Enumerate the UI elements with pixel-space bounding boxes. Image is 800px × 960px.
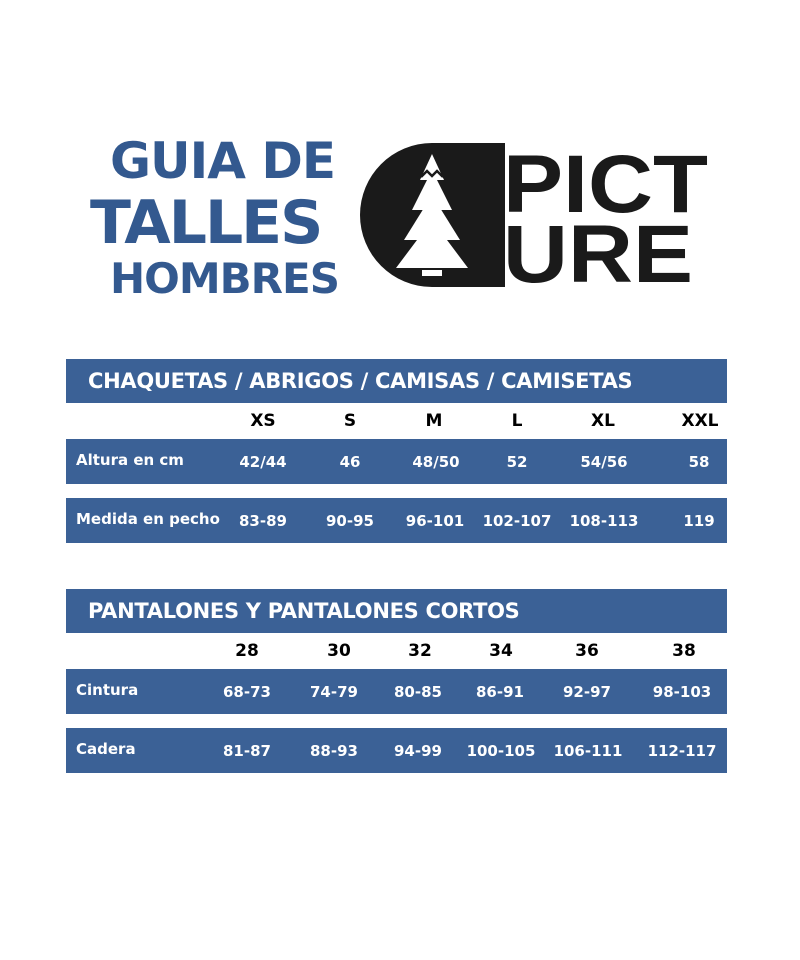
logo-mark: [360, 143, 505, 287]
table-cell: 74-79: [310, 683, 358, 701]
size-table-tops: [66, 359, 727, 549]
size-label: 34: [489, 641, 513, 661]
table-cell: 42/44: [239, 453, 287, 471]
page-title-line-3: HOMBRES: [110, 254, 339, 303]
table-cell: 83-89: [239, 512, 287, 530]
size-label: XS: [250, 411, 276, 431]
table-cell: 58: [688, 453, 710, 471]
row-label: Medida en pecho: [76, 510, 220, 528]
size-header-row: [66, 403, 727, 439]
table-cell: 81-87: [223, 742, 271, 760]
size-label: S: [343, 411, 357, 431]
table-cell: 96-101: [405, 512, 465, 530]
page-title-line-1: GUIA DE: [110, 132, 336, 190]
size-label: 32: [408, 641, 432, 661]
table-title: CHAQUETAS / ABRIGOS / CAMISAS / CAMISETAS: [66, 359, 727, 403]
size-label: 30: [327, 641, 351, 661]
table-cell: 100-105: [466, 742, 536, 760]
size-label: L: [511, 411, 523, 431]
size-label: 36: [575, 641, 599, 661]
table-cell: 48/50: [412, 453, 460, 471]
table-cell: 90-95: [326, 512, 374, 530]
table-row: [66, 498, 727, 543]
table-cell: 112-117: [647, 742, 717, 760]
table-cell: 108-113: [569, 512, 639, 530]
size-label: XL: [591, 411, 615, 431]
picture-logo: [360, 140, 710, 290]
table-cell: 68-73: [223, 683, 271, 701]
table-row: [66, 439, 727, 484]
size-label: 28: [235, 641, 259, 661]
table-cell: 94-99: [394, 742, 442, 760]
row-label: Cintura: [76, 681, 139, 699]
table-cell: 46: [339, 453, 361, 471]
table-cell: 86-91: [476, 683, 524, 701]
size-table-pants: [66, 589, 727, 779]
logo-text-line-2: URE: [503, 209, 693, 290]
table-cell: 54/56: [580, 453, 628, 471]
page-title-line-2: TALLES: [90, 188, 322, 258]
table-cell: 92-97: [563, 683, 611, 701]
table-cell: 102-107: [482, 512, 552, 530]
row-label: Altura en cm: [76, 451, 184, 469]
table-row: [66, 728, 727, 773]
table-row: [66, 669, 727, 714]
table-cell: 106-111: [553, 742, 623, 760]
size-label: XXL: [681, 411, 719, 431]
table-cell: 52: [506, 453, 528, 471]
size-label: M: [425, 411, 443, 431]
size-label: 38: [672, 641, 696, 661]
size-header-row: [66, 633, 727, 669]
row-label: Cadera: [76, 740, 136, 758]
table-cell: 119: [683, 512, 715, 530]
table-cell: 80-85: [394, 683, 442, 701]
table-title: PANTALONES Y PANTALONES CORTOS: [66, 589, 727, 633]
logo-text-line-1: PICT: [503, 140, 708, 230]
table-cell: 88-93: [310, 742, 358, 760]
table-cell: 98-103: [652, 683, 712, 701]
